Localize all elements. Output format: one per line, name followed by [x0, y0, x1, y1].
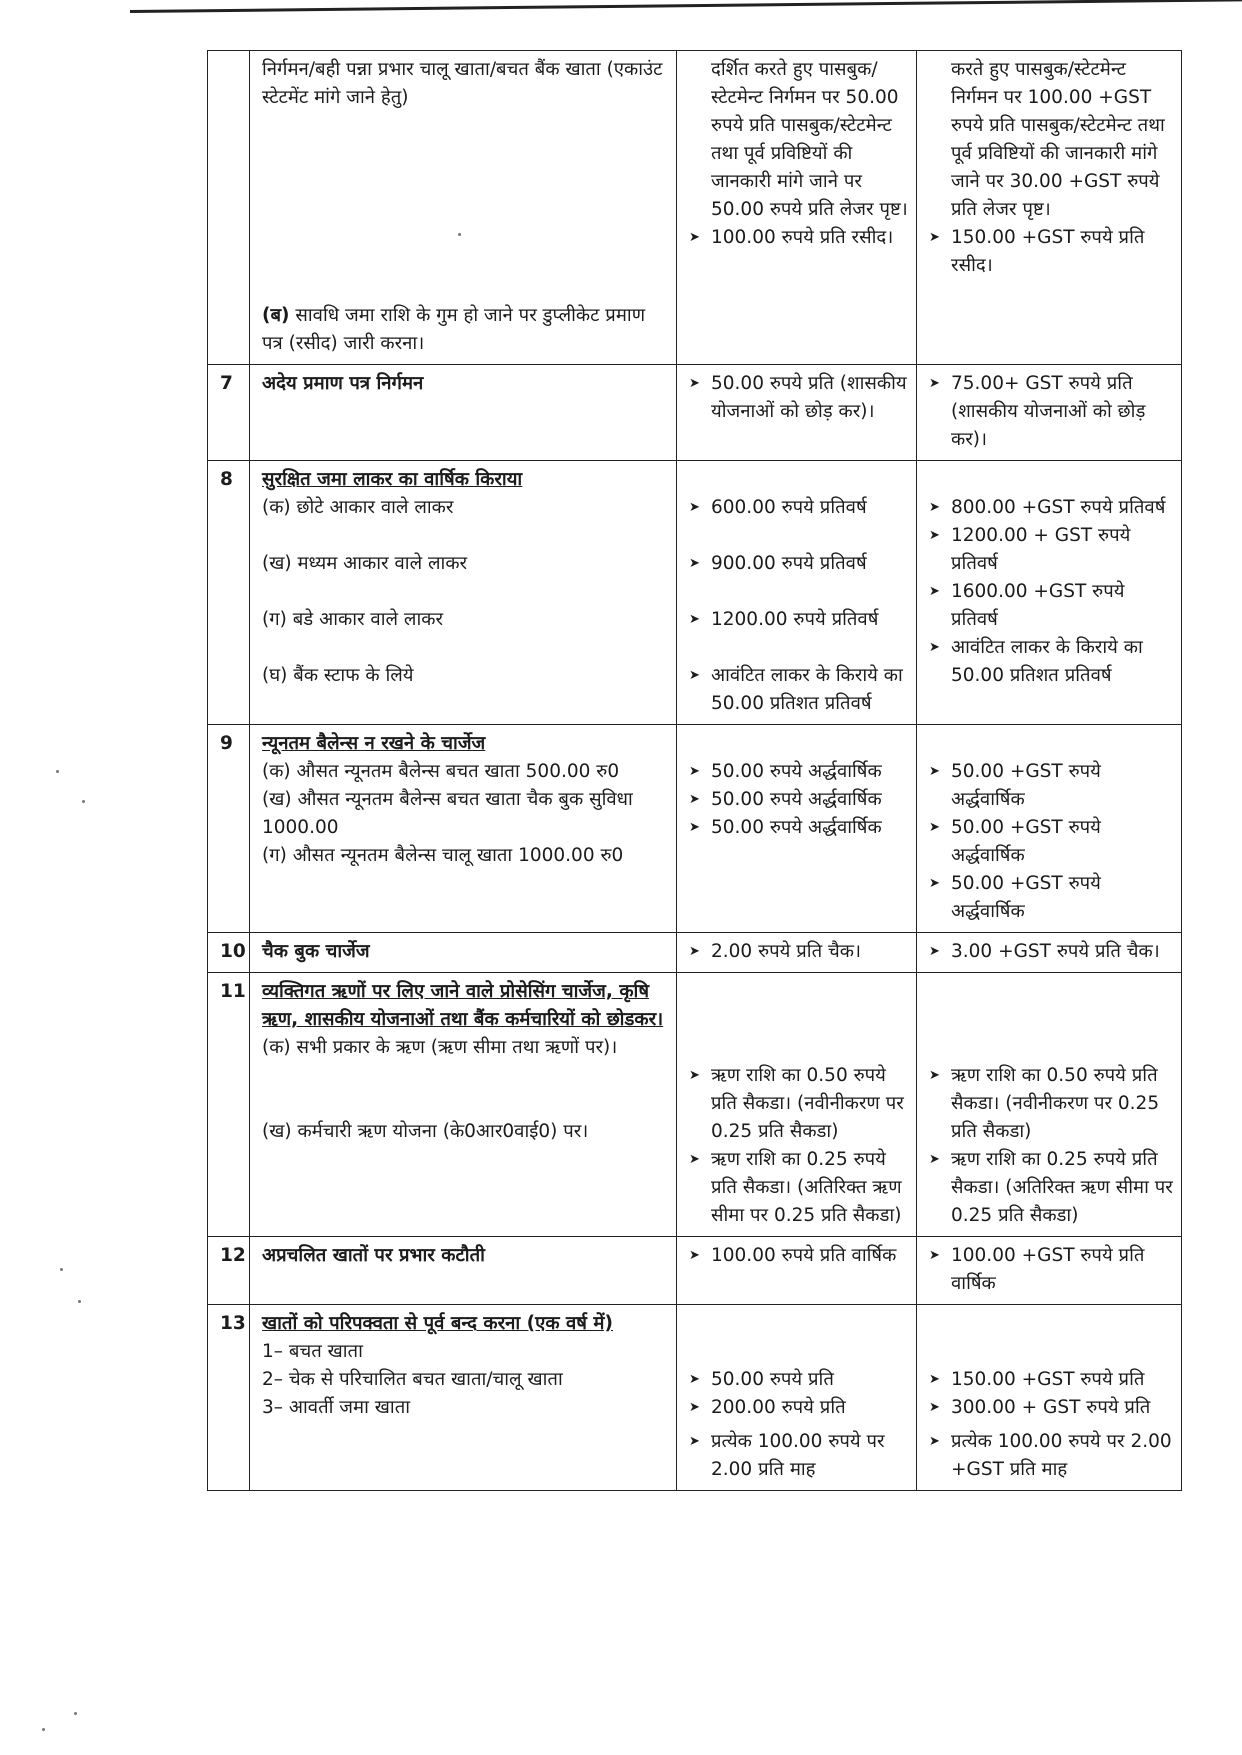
- serial-number: 7: [208, 365, 250, 461]
- bullet-arrow-icon: ➤: [929, 1372, 940, 1387]
- bullet-arrow-icon: ➤: [929, 528, 940, 543]
- bullet-arrow-icon: ➤: [929, 876, 940, 891]
- row13-new: 300.00 + GST रुपये प्रति: [951, 1397, 1151, 1418]
- bullet-arrow-icon: ➤: [929, 584, 940, 599]
- row8-old: 1200.00 रुपये प्रतिवर्ष: [711, 609, 879, 630]
- row11-new: ऋण राशि का 0.50 रुपये प्रति सैकडा। (नवीनीकरण पर 0.25 प्रति सैकडा): [951, 1065, 1160, 1142]
- row10-desc: चैक बुक चार्जेज: [250, 933, 677, 973]
- row10-old: 2.00 रुपये प्रति चैक।: [711, 941, 861, 962]
- old-rate-cell: [677, 1237, 917, 1305]
- row8-item-desc: (घ) बैंक स्टाफ के लिये: [262, 665, 414, 686]
- scan-speck: [56, 770, 59, 773]
- row8-item-desc: (क) छोटे आकार वाले लाकर: [262, 497, 454, 518]
- row8-new: 1600.00 +GST रुपये प्रतिवर्ष: [951, 581, 1125, 630]
- new-rate-cell: [917, 933, 1182, 973]
- bullet-arrow-icon: ➤: [689, 1152, 700, 1167]
- bullet-arrow-icon: ➤: [689, 1068, 700, 1083]
- old-rate-cell: [677, 461, 917, 725]
- row8-item-desc: (ख) मध्यम आकार वाले लाकर: [262, 553, 468, 574]
- serial-number: 8: [208, 461, 250, 725]
- row9-item-desc: (क) औसत न्यूनतम बैलेन्स बचत खाता 500.00 रु0: [262, 761, 620, 782]
- new-rate-cell: [917, 461, 1182, 725]
- bullet-arrow-icon: ➤: [929, 230, 940, 245]
- description-cell: [250, 1305, 677, 1491]
- description-cell: [250, 725, 677, 933]
- row13-old: 200.00 रुपये प्रति: [711, 1397, 846, 1418]
- new-rate-cell: [917, 1237, 1182, 1305]
- serial-number: 12: [208, 1237, 250, 1305]
- row8-item-desc: (ग) बडे आकार वाले लाकर: [262, 609, 444, 630]
- row12-old: 100.00 रुपये प्रति वार्षिक: [711, 1245, 897, 1266]
- bullet-arrow-icon: ➤: [689, 500, 700, 515]
- description-cell: [250, 51, 677, 365]
- row11-old: ऋण राशि का 0.25 रुपये प्रति सैकडा। (अतिरिक्त ऋण सीमा पर 0.25 प्रति सैकडा): [711, 1149, 902, 1226]
- service-charges-table: [207, 50, 1182, 1491]
- row12-new: 100.00 +GST रुपये प्रति वार्षिक: [951, 1245, 1145, 1294]
- serial-number: 13: [208, 1305, 250, 1491]
- bullet-arrow-icon: ➤: [929, 376, 940, 391]
- new-rate-cell: [917, 365, 1182, 461]
- bullet-arrow-icon: ➤: [929, 820, 940, 835]
- bullet-arrow-icon: ➤: [689, 668, 700, 683]
- serial-number: 10: [208, 933, 250, 973]
- bullet-arrow-icon: ➤: [689, 1434, 700, 1449]
- row8-new: 1200.00 + GST रुपये प्रतिवर्ष: [951, 525, 1131, 574]
- row9-heading: न्यूनतम बैलेन्स न रखने के चार्जेज: [262, 733, 486, 754]
- row6-new-a: करते हुए पासबुक/स्टेटमेन्ट निर्गमन पर 100.00 +GST रुपये प्रति पासबुक/स्टेटमेन्ट तथा पूर्व प्रविष्टियों की जानकारी मांगे जाने पर 30.00 +GST रुपये प्रति लेजर पृष्ट।: [951, 59, 1165, 220]
- row11-old: ऋण राशि का 0.50 रुपये प्रति सैकडा। (नवीनीकरण पर 0.25 प्रति सैकडा): [711, 1065, 904, 1142]
- bullet-arrow-icon: ➤: [689, 1400, 700, 1415]
- bullet-arrow-icon: ➤: [689, 1248, 700, 1263]
- row9-new: 50.00 +GST रुपये अर्द्धवार्षिक: [951, 817, 1101, 866]
- row8-heading: सुरक्षित जमा लाकर का वार्षिक किराया: [262, 469, 523, 490]
- row11-new: ऋण राशि का 0.25 रुपये प्रति सैकडा। (अतिरिक्त ऋण सीमा पर 0.25 प्रति सैकडा): [951, 1149, 1173, 1226]
- serial-number: 11: [208, 973, 250, 1237]
- row7-desc: अदेय प्रमाण पत्र निर्गमन: [250, 365, 677, 461]
- scan-speck: [74, 1712, 77, 1715]
- row13-item-desc: 2– चेक से परिचालित बचत खाता/चालू खाता: [262, 1369, 563, 1390]
- new-rate-cell: [917, 973, 1182, 1237]
- row13-item-desc: 1– बचत खाता: [262, 1341, 363, 1362]
- row11-heading: व्यक्तिगत ऋणों पर लिए जाने वाले प्रोसेसिंग चार्जेज, कृषि ऋण, शासकीय योजनाओं तथा बैंक कर्मचारियों को छोडकर।: [262, 981, 664, 1030]
- old-rate-cell: [677, 973, 917, 1237]
- bullet-arrow-icon: ➤: [929, 1248, 940, 1263]
- old-rate-cell: [677, 1305, 917, 1491]
- row8-new: आवंटित लाकर के किराये का 50.00 प्रतिशत प्रतिवर्ष: [951, 637, 1143, 686]
- row9-new: 50.00 +GST रुपये अर्द्धवार्षिक: [951, 873, 1101, 922]
- table-row: [208, 51, 1182, 365]
- row11-item-desc: (क) सभी प्रकार के ऋण (ऋण सीमा तथा ऋणों पर)।: [262, 1037, 618, 1058]
- new-rate-cell: [917, 51, 1182, 365]
- bullet-arrow-icon: ➤: [689, 556, 700, 571]
- old-rate-cell: [677, 933, 917, 973]
- table-row: [208, 725, 1182, 933]
- bullet-arrow-icon: ➤: [689, 792, 700, 807]
- scan-speck: [82, 800, 85, 803]
- bullet-arrow-icon: ➤: [929, 640, 940, 655]
- row9-old: 50.00 रुपये अर्द्धवार्षिक: [711, 817, 882, 838]
- table-row: [208, 933, 1182, 973]
- row8-old: आवंटित लाकर के किराये का 50.00 प्रतिशत प्रतिवर्ष: [711, 665, 903, 714]
- row13-new: 150.00 +GST रुपये प्रति: [951, 1369, 1145, 1390]
- row12-desc: अप्रचलित खातों पर प्रभार कटौती: [250, 1237, 677, 1305]
- bullet-arrow-icon: ➤: [929, 500, 940, 515]
- old-rate-cell: [677, 365, 917, 461]
- table-row: [208, 461, 1182, 725]
- serial-number: 9: [208, 725, 250, 933]
- row11-item-desc: (ख) कर्मचारी ऋण योजना (के0आर0वाई0) पर।: [262, 1121, 589, 1142]
- scan-speck: [78, 1300, 81, 1303]
- bullet-arrow-icon: ➤: [689, 230, 700, 245]
- bullet-arrow-icon: ➤: [929, 1400, 940, 1415]
- bullet-arrow-icon: ➤: [689, 1372, 700, 1387]
- row9-item-desc: (ग) औसत न्यूनतम बैलेन्स चालू खाता 1000.00 रु0: [262, 845, 624, 866]
- bullet-arrow-icon: ➤: [929, 944, 940, 959]
- row6-desc-b: (ब) सावधि जमा राशि के गुम हो जाने पर डुप्लीकेट प्रमाण पत्र (रसीद) जारी करना।: [262, 305, 646, 354]
- row13-old: प्रत्येक 100.00 रुपये पर 2.00 प्रति माह: [711, 1431, 885, 1480]
- table-row: [208, 1237, 1182, 1305]
- bullet-arrow-icon: ➤: [689, 764, 700, 779]
- row8-old: 600.00 रुपये प्रतिवर्ष: [711, 497, 867, 518]
- row8-old: 900.00 रुपये प्रतिवर्ष: [711, 553, 867, 574]
- row7-old: 50.00 रुपये प्रति (शासकीय योजनाओं को छोड़ कर)।: [711, 373, 907, 422]
- table-row: [208, 1305, 1182, 1491]
- description-cell: [250, 973, 677, 1237]
- description-cell: [250, 461, 677, 725]
- row6-desc-a: निर्गमन/बही पन्ना प्रभार चालू खाता/बचत बैंक खाता (एकाउंट स्टेटमेंट मांगे जाने हेतु): [262, 59, 663, 108]
- row6-old-b: 100.00 रुपये प्रति रसीद।: [711, 227, 894, 248]
- row6-old-a: दर्शित करते हुए पासबुक/स्टेटमेन्ट निर्गमन पर 50.00 रुपये प्रति पासबुक/स्टेटमेन्ट तथा पूर्व प्रविष्टियों की जानकारी मांगे जाने पर 50.00 रुपये प्रति लेजर पृष्ट।: [711, 59, 908, 220]
- table-row: [208, 973, 1182, 1237]
- bullet-arrow-icon: ➤: [689, 612, 700, 627]
- bullet-arrow-icon: ➤: [929, 764, 940, 779]
- row7-new: 75.00+ GST रुपये प्रति (शासकीय योजनाओं को छोड़ कर)।: [951, 373, 1146, 450]
- table-row: [208, 365, 1182, 461]
- bullet-arrow-icon: ➤: [929, 1152, 940, 1167]
- bullet-arrow-icon: ➤: [689, 820, 700, 835]
- bullet-arrow-icon: ➤: [929, 1068, 940, 1083]
- row6-new-b: 150.00 +GST रुपये प्रति रसीद।: [951, 227, 1145, 276]
- new-rate-cell: [917, 1305, 1182, 1491]
- row13-old: 50.00 रुपये प्रति: [711, 1369, 834, 1390]
- bullet-arrow-icon: ➤: [689, 376, 700, 391]
- new-rate-cell: [917, 725, 1182, 933]
- row13-heading: खातों को परिपक्वता से पूर्व बन्द करना (एक वर्ष में): [262, 1313, 613, 1334]
- old-rate-cell: [677, 51, 917, 365]
- scan-speck: [458, 233, 461, 236]
- row9-old: 50.00 रुपये अर्द्धवार्षिक: [711, 789, 882, 810]
- row10-new: 3.00 +GST रुपये प्रति चैक।: [951, 941, 1160, 962]
- row13-new: प्रत्येक 100.00 रुपये पर 2.00 +GST प्रति माह: [951, 1431, 1172, 1480]
- scan-speck: [60, 1268, 63, 1271]
- bullet-arrow-icon: ➤: [689, 944, 700, 959]
- row9-old: 50.00 रुपये अर्द्धवार्षिक: [711, 761, 882, 782]
- row9-new: 50.00 +GST रुपये अर्द्धवार्षिक: [951, 761, 1101, 810]
- top-edge-line: [130, 0, 1242, 13]
- old-rate-cell: [677, 725, 917, 933]
- bullet-arrow-icon: ➤: [929, 1434, 940, 1449]
- row9-item-desc: (ख) औसत न्यूनतम बैलेन्स बचत खाता चैक बुक सुविधा 1000.00: [262, 789, 633, 838]
- row13-item-desc: 3– आवर्ती जमा खाता: [262, 1397, 411, 1418]
- serial-cell: [208, 51, 250, 365]
- row8-new: 800.00 +GST रुपये प्रतिवर्ष: [951, 497, 1166, 518]
- scan-speck: [42, 1728, 45, 1731]
